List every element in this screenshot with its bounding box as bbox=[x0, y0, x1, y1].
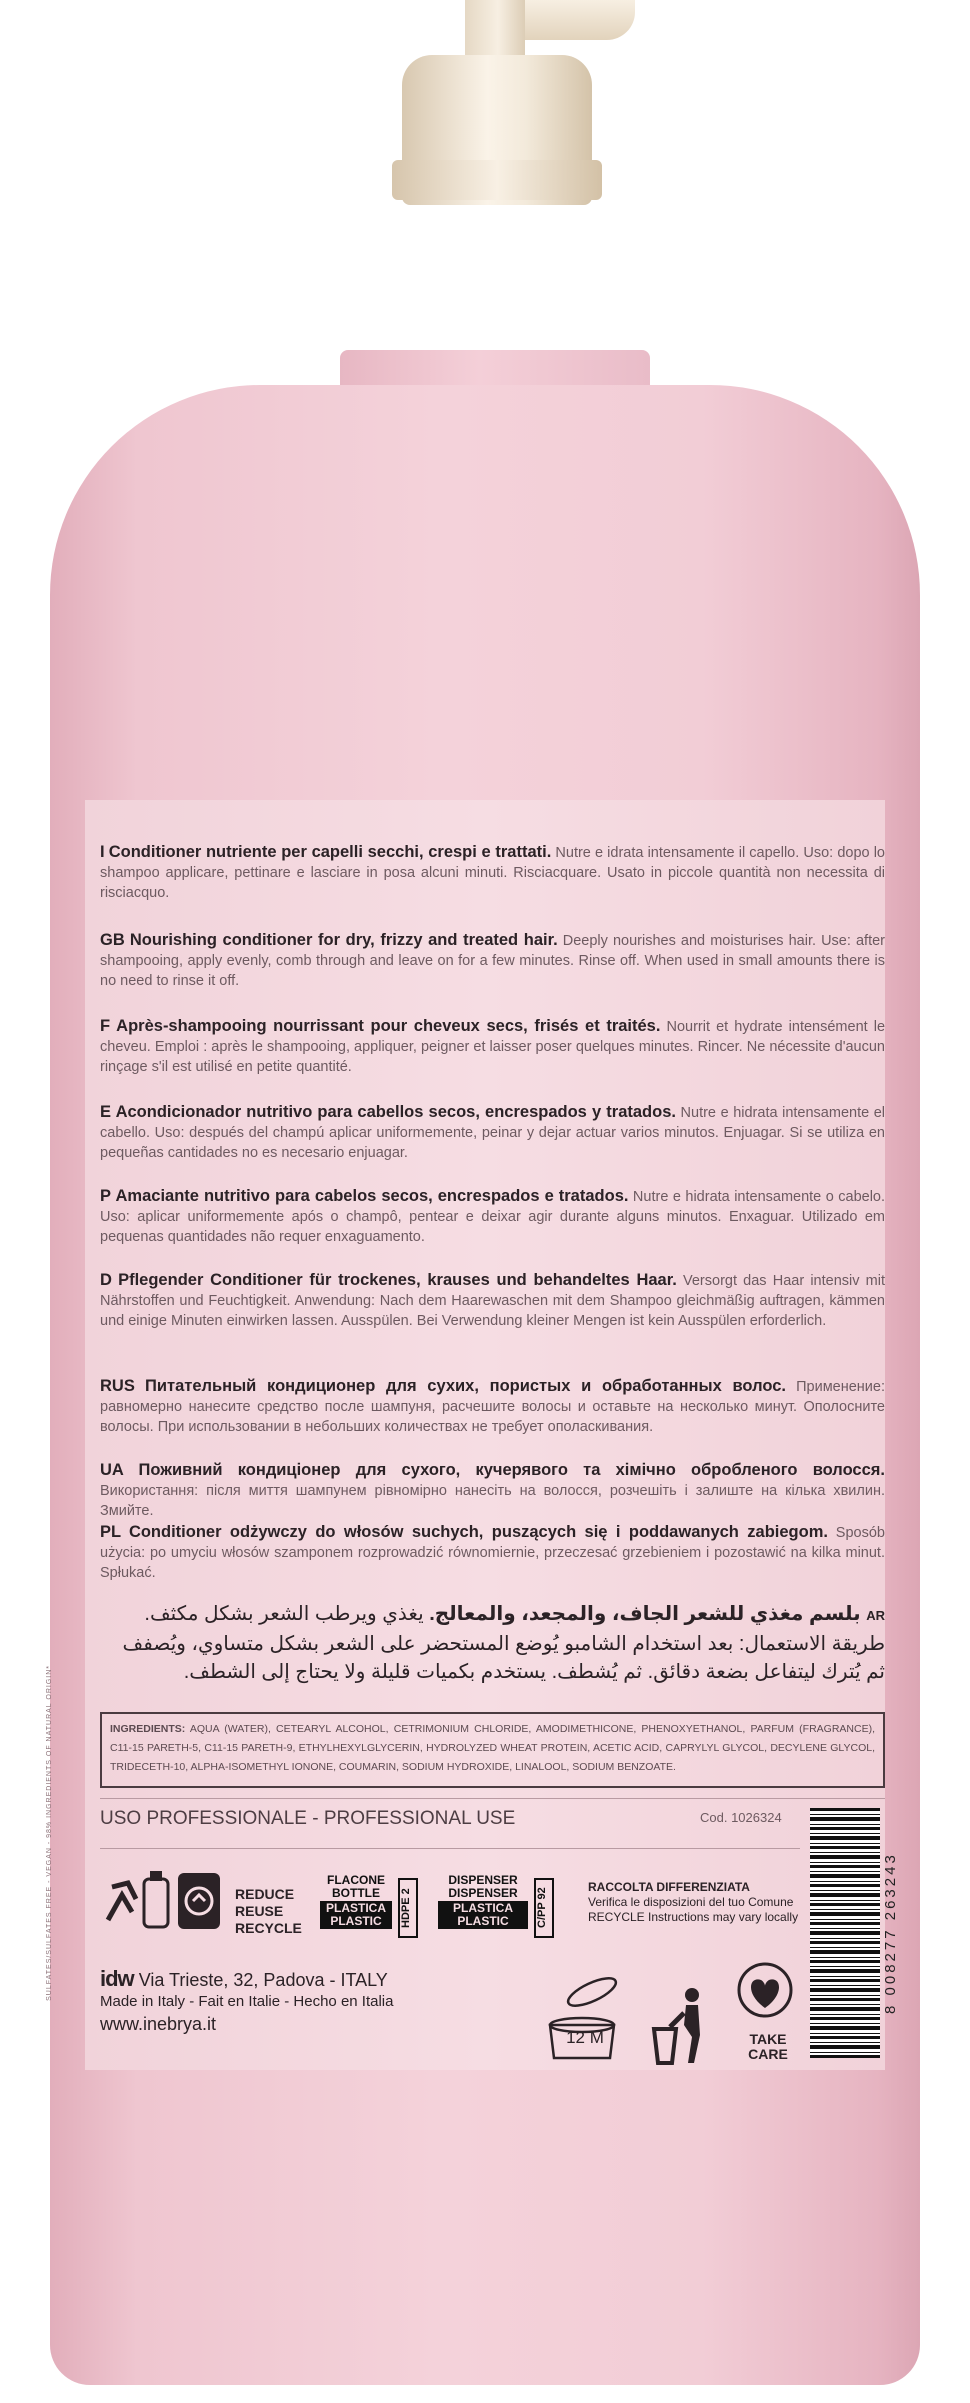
ingredients-list: AQUA (WATER), CETEARYL ALCOHOL, CETRIMONIUM CHLORIDE, AMODIMETHICONE, PHENOXYETHANOL, PARFUM (FRAGRANCE), C11-15 PARETH-5, C11-15 PARETH-9, ETHYLHEXYLGLYCERIN, HYDROLYZED WHEAT PROTEIN, ACETIC ACID, CAPRYLYL GLYCOL, DECYLENE GLYCOL, TRIDECETH-10, ALPHA-ISOMETHYL IONONE, COUMARIN, SODIUM HYDROXIDE, LINALOOL, SODIUM BENZOATE. bbox=[110, 1723, 875, 1773]
lang-code: I bbox=[100, 843, 105, 861]
lang-code: PL bbox=[100, 1523, 122, 1541]
made-in: Made in Italy - Fait en Italie - Hecho en Italia bbox=[100, 1993, 394, 2010]
lang-code: RUS bbox=[100, 1377, 135, 1395]
pao-label: 12 M bbox=[566, 2028, 604, 2047]
paragraph-heading: Après-shampooing nourrissant pour cheveux secs, frisés et traités. bbox=[116, 1017, 661, 1035]
bottle-material bbox=[320, 1874, 392, 1929]
rrr-recycle: RECYCLE bbox=[235, 1920, 302, 1936]
paragraph-heading: Conditioner nutriente per capelli secchi, crespi e trattati. bbox=[108, 843, 552, 861]
paragraph-heading: Питательный кондиционер для сухих, пористых и обработанных волос. bbox=[144, 1377, 786, 1395]
lang-code: D bbox=[100, 1271, 112, 1289]
ingredients-box bbox=[100, 1712, 885, 1788]
paragraph-heading: Acondicionador nutritivo para cabellos secos, encrespados y tratados. bbox=[115, 1103, 676, 1121]
address: Via Trieste, 32, Padova - ITALY bbox=[138, 1970, 388, 1990]
take-care-label bbox=[738, 2032, 798, 2062]
paragraph-ru bbox=[100, 1376, 885, 1437]
paragraph-fr bbox=[100, 1016, 885, 1077]
lang-code: P bbox=[100, 1187, 112, 1205]
side-claim-text: SULFATES/SULFATES FREE - VEGAN - 98% INGREDIENTS OF NATURAL ORIGIN* bbox=[46, 1665, 53, 2001]
reduce-reuse-recycle bbox=[235, 1886, 302, 1937]
divider bbox=[100, 1848, 800, 1849]
pump-head bbox=[525, 0, 635, 40]
dispenser-heading: DISPENSER DISPENSER bbox=[448, 1873, 518, 1900]
paragraph-pt bbox=[100, 1186, 885, 1247]
bottle-heading: FLACONE BOTTLE bbox=[327, 1873, 385, 1900]
take-care-line-2: CARE bbox=[748, 2046, 788, 2062]
lang-code: UA bbox=[100, 1461, 124, 1479]
paragraph-body: Nutre e idrata intensamente il capello. Uso: dopo lo shampoo applicare, pettinare e lasciare in posa alcuni minuti. Risciacquare. Usato in piccole quantità non necessita di risciacquo. bbox=[100, 845, 885, 901]
lang-code: E bbox=[100, 1103, 112, 1121]
paragraph-it bbox=[100, 842, 885, 903]
disposal-title: RACCOLTA DIFFERENZIATA bbox=[588, 1880, 750, 1894]
paragraph-ar bbox=[100, 1600, 885, 1686]
disposal-info bbox=[588, 1880, 798, 1925]
website: www.inebrya.it bbox=[100, 2014, 217, 2034]
paragraph-body: Sposób użycia: po umyciu włosów szamponem rozprowadzić równomiernie, przeczesać grzebieniem i pozostawić na kilka minut. Spłukać. bbox=[100, 1525, 885, 1581]
paragraph-heading: Conditioner odżywczy do włosów suchych, puszących się i poddawanych zabiegom. bbox=[128, 1523, 828, 1541]
take-care-line-1: TAKE bbox=[749, 2031, 787, 2047]
divider bbox=[100, 1798, 885, 1799]
product-code: Cod. 1026324 bbox=[700, 1810, 782, 1825]
paragraph-heading: Поживний кондиціонер для сухого, кучерявого та хімічно обробленого волосся. bbox=[138, 1461, 885, 1479]
paragraph-body: Versorgt das Haar intensiv mit Nährstoffen und Feuchtigkeit. Anwendung: Nach dem Haarewaschen mit dem Shampoo gleichmäßig auftragen, kämmen und einige Minuten einwirken lassen. Ausspülen. Bei Verwendung kleiner Mengen ist kein Ausspülen erforderlich. bbox=[100, 1273, 885, 1329]
paragraph-body: يغذي ويرطب الشعر بشكل مكثف. طريقة الاستعمال: بعد استخدام الشامبو يُوضع المستحضر على الشعر بشكل متساوي، ويُصفف ثم يُترك ليتفاعل بضعة دقائق. ثم يُشطف. يستخدم بكميات قليلة ولا يحتاج إلى الشطف. bbox=[122, 1603, 885, 1683]
paragraph-pl bbox=[100, 1522, 885, 1583]
dispenser-code: C/PP 92 bbox=[534, 1878, 554, 1938]
dispenser-material bbox=[438, 1874, 528, 1929]
paragraph-body: Nourrit et hydrate intensément le cheveu. Emploi : après le shampooing, appliquer, peigner et laisser poser quelques minutes. Rincer. Ne nécessite d'aucun rinçage s'il est utilisé en petite quantité. bbox=[100, 1019, 886, 1075]
disposal-line: Verifica le disposizioni del tuo Comune bbox=[588, 1895, 794, 1909]
paragraph-gb bbox=[100, 930, 885, 991]
paragraph-es bbox=[100, 1102, 885, 1163]
paragraph-heading: Nourishing conditioner for dry, frizzy and treated hair. bbox=[129, 931, 558, 949]
lang-code: AR bbox=[866, 1608, 885, 1623]
recycle-symbols-icon bbox=[98, 1865, 226, 1935]
barcode-number: 8 008277 263243 bbox=[882, 1852, 899, 2014]
paragraph-heading: بلسم مغذي للشعر الجاف، والمجعد، والمعالج. bbox=[429, 1603, 861, 1625]
barcode bbox=[810, 1808, 880, 2058]
ingredients-title: INGREDIENTS: bbox=[110, 1723, 186, 1735]
paragraph-body: Deeply nourishes and moisturises hair. Use: after shampooing, apply evenly, comb through and leave on for a few minutes. Rinse off. When used in small amounts there is no need to rinse it off. bbox=[100, 933, 885, 989]
paragraph-body: Nutre e hidrata intensamente el cabello. Uso: después del champú aplicar uniformemente, peinar y dejar actuar varios minutos. Enjuagar. Si se utiliza en pequeñas cantidades no es necesario enjuagar. bbox=[100, 1105, 886, 1161]
dispenser-tag: PLASTICA PLASTIC bbox=[438, 1901, 528, 1929]
paragraph-ua bbox=[100, 1460, 885, 1521]
paragraph-body: Применение: равномерно нанесите средство после шампуня, расчешите волосы и оставьте на несколько минут. Ополосните волосы. При использовании в небольших количествах не требует ополаскивания. bbox=[100, 1379, 885, 1435]
brand-logo: idw bbox=[100, 1966, 134, 1991]
bottle-tag: PLASTICA PLASTIC bbox=[320, 1901, 392, 1929]
rrr-reuse: REUSE bbox=[235, 1903, 284, 1919]
disposal-line-en: RECYCLE Instructions may vary locally bbox=[588, 1910, 799, 1924]
paragraph-body: Використання: після миття шампунем рівномірно нанесіть на волосся, розчешіть і залиште на кілька хвилин. Змийте. bbox=[100, 1483, 885, 1519]
tidyman-icon bbox=[650, 1985, 712, 2065]
paragraph-heading: Amaciante nutritivo para cabelos secos, encrespados e tratados. bbox=[115, 1187, 629, 1205]
lang-code: GB bbox=[100, 931, 125, 949]
bottle-code: HDPE 2 bbox=[398, 1878, 418, 1938]
paragraph-de bbox=[100, 1270, 885, 1331]
lang-code: F bbox=[100, 1017, 111, 1035]
company-info bbox=[100, 1968, 393, 2035]
paragraph-body: Nutre e hidrata intensamente o cabelo. Uso: aplicar uniformemente após o champô, pentear e deixar agir durante alguns minutos. Enxaguar. Utilizado em pequenas quantidades não requer enxaguamento. bbox=[100, 1189, 886, 1245]
bottle-neck bbox=[340, 350, 650, 390]
pump-collar bbox=[392, 160, 602, 200]
paragraph-heading: Pflegender Conditioner für trockenes, krauses und behandeltes Haar. bbox=[118, 1271, 677, 1289]
professional-use: USO PROFESSIONALE - PROFESSIONAL USE bbox=[100, 1808, 516, 1829]
rrr-reduce: REDUCE bbox=[235, 1886, 295, 1902]
